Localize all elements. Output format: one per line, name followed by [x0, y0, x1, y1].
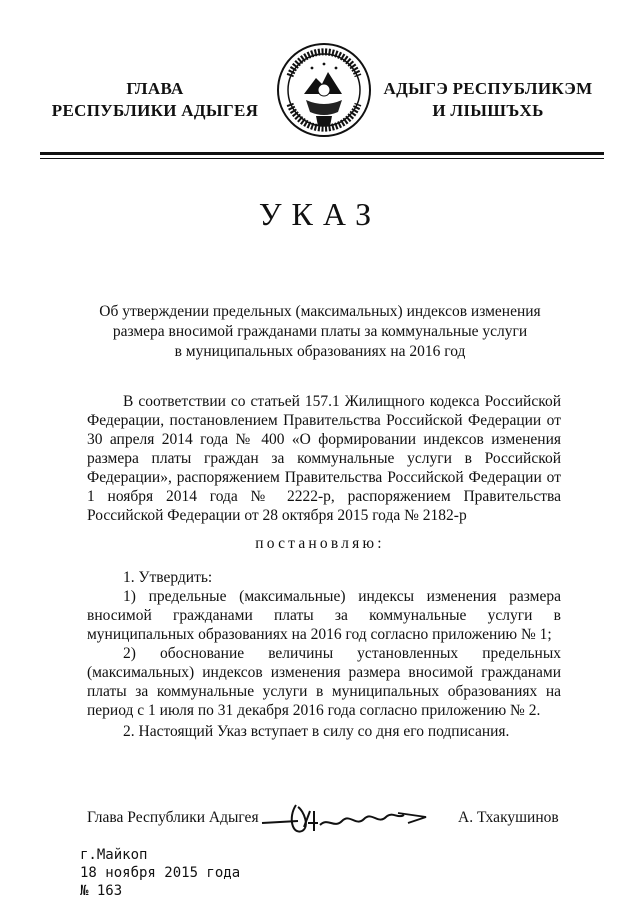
- header-right-line2: И ЛІЫШЪХЬ: [432, 101, 544, 120]
- document-footer: [80, 846, 240, 900]
- subject-line-3: в муниципальных образованиях на 2016 год: [174, 343, 466, 360]
- header-left-line1: ГЛАВА: [126, 79, 184, 98]
- subject-line-2: размера вносимой гражданами платы за коммунальные услуги: [112, 323, 528, 340]
- handwritten-signature-icon: [258, 797, 438, 837]
- header-left: [40, 78, 270, 122]
- signatory-name: А. Тхакушинов: [458, 809, 559, 826]
- decree-word: постановляю:: [255, 535, 385, 552]
- resolution-items: [87, 568, 561, 720]
- header-rule-thin: [40, 158, 604, 159]
- footer-number: № 163: [80, 883, 123, 899]
- effective-clause: 2. Настоящий Указ вступает в силу со дня его подписания.: [123, 723, 510, 740]
- footer-date: 18 ноября 2015 года: [80, 865, 241, 881]
- document-subject: [80, 302, 560, 362]
- item-indexes: 1) предельные (максимальные) индексы изменения размера вносимой гражданами платы за коммунальные услуги в муниципальных образованиях на 2016 год согласно приложению № 1;: [87, 588, 561, 643]
- header-left-line2: РЕСПУБЛИКИ АДЫГЕЯ: [51, 101, 259, 120]
- footer-city: г.Майкоп: [80, 847, 148, 863]
- header-right: [378, 78, 598, 122]
- republic-of-adygea-coat-of-arms-icon: [276, 42, 372, 138]
- document-title: УКАЗ: [258, 196, 382, 232]
- item-justification: 2) обоснование величины установленных предельных (максимальных) индексов изменения размера вносимой гражданами платы за коммунальные услуги в муниципальных образованиях на период с 1 июля по 31 декабря 2016 года согласно приложению № 2.: [87, 645, 561, 719]
- item-approve: 1. Утвердить:: [123, 569, 213, 586]
- header-rule-thick: [40, 152, 604, 155]
- header-right-line1: АДЫГЭ РЕСПУБЛИКЭМ: [383, 79, 593, 98]
- signatory-position: Глава Республики Адыгея: [87, 809, 259, 826]
- preamble-paragraph: В соответствии со статьей 157.1 Жилищного кодекса Российской Федерации, постановлением Правительства Российской Федерации от 30 апреля 2014 года № 400 «О формировании индексов изменения размера платы граждан за коммунальные услуги в Российской Федерации», распоряжением Правительства Российской Федерации от 1 ноября 2014 года № 2222-р, распоряжением Правительства Российской Федерации от 28 октября 2015 года № 2182-р: [87, 393, 561, 524]
- subject-line-1: Об утверждении предельных (максимальных) индексов изменения: [99, 303, 541, 320]
